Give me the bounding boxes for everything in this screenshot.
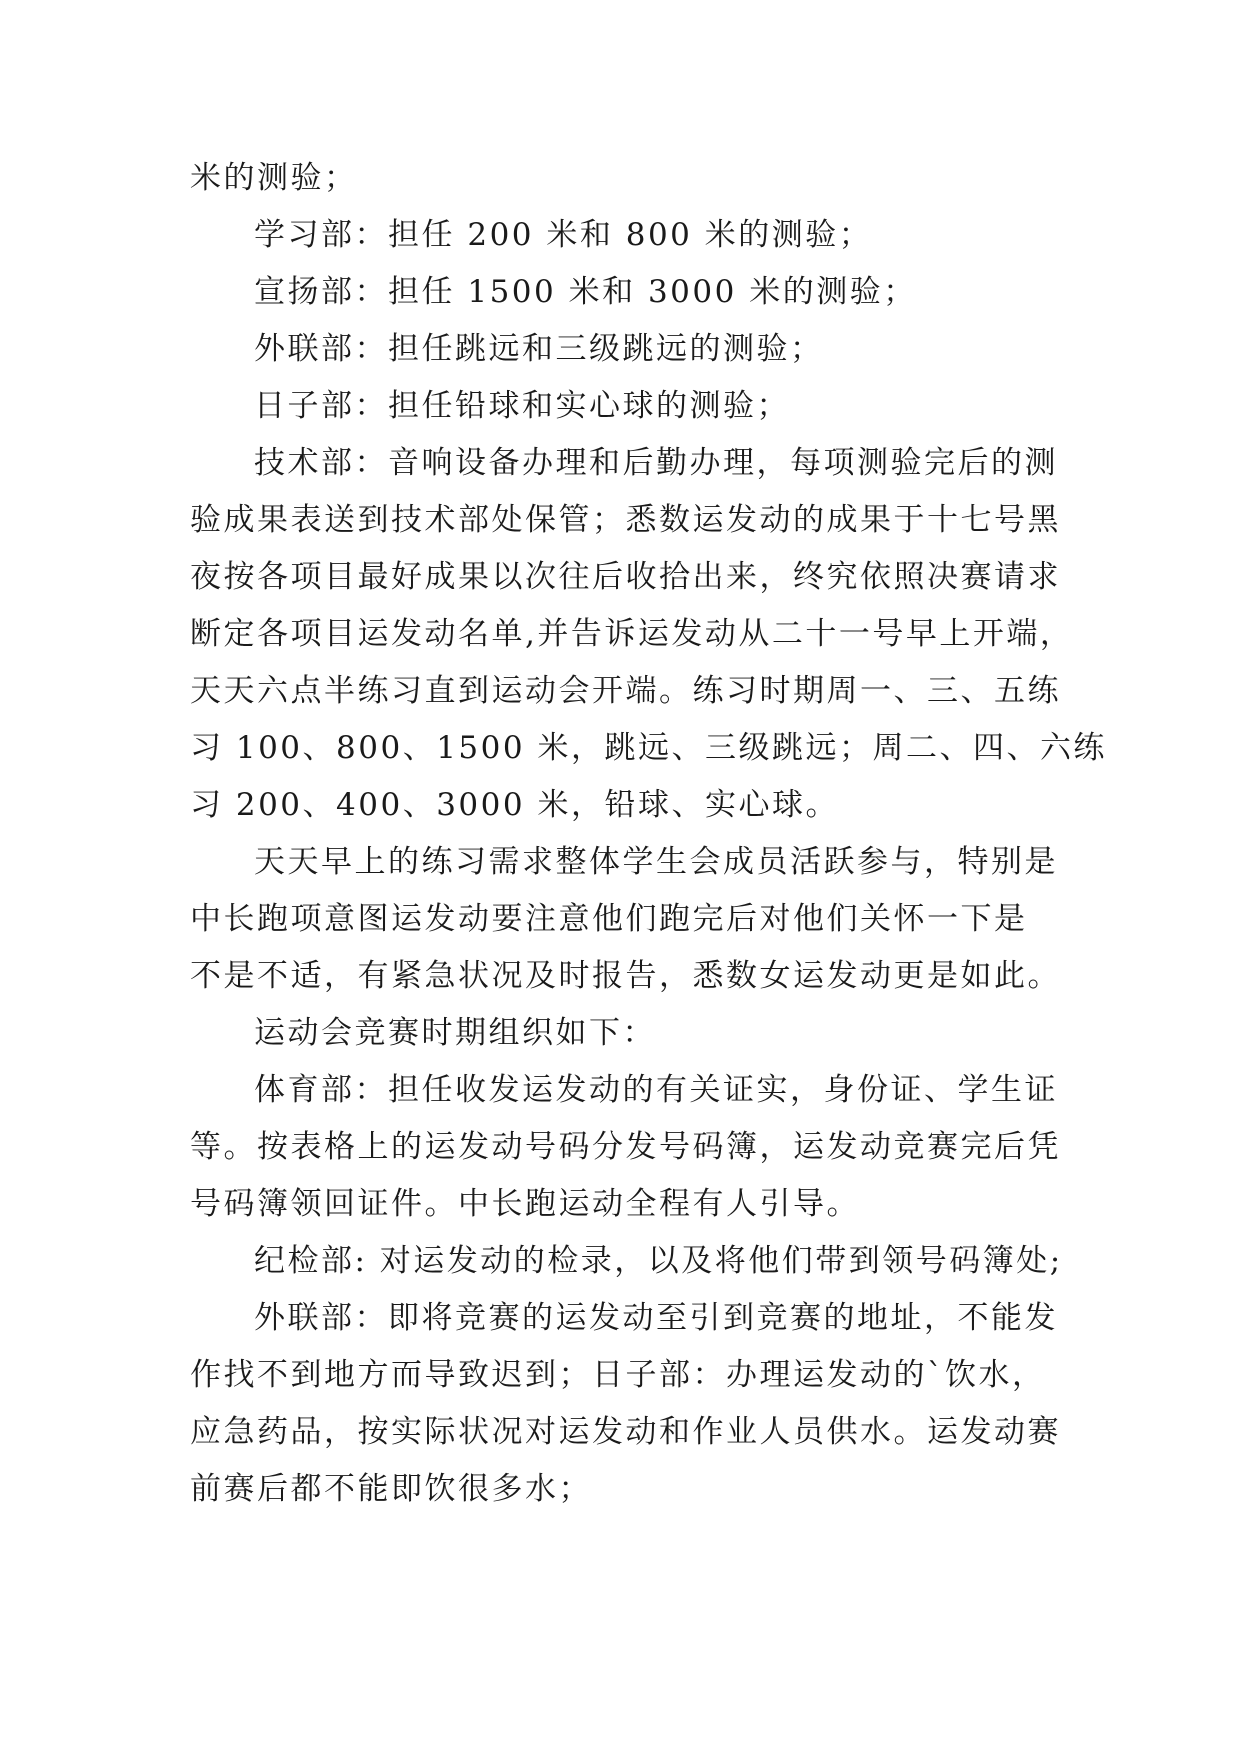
text-line: 天天六点半练习直到运动会开端。练习时期周一、三、五练 (190, 673, 1061, 709)
text-line: 天天早上的练习需求整体学生会成员活跃参与，特别是 (254, 844, 1058, 880)
text-line: 等。按表格上的运发动号码分发号码簿，运发动竞赛完后凭 (190, 1129, 1061, 1165)
text-line: 宣扬部：担任 1500 米和 3000 米的测验； (254, 274, 917, 310)
text-line: 体育部：担任收发运发动的有关证实，身份证、学生证 (254, 1072, 1058, 1108)
text-line: 运动会竞赛时期组织如下： (254, 1015, 656, 1051)
text-line: 学习部：担任 200 米和 800 米的测验； (254, 217, 873, 253)
text-line: 纪检部: 对运发动的检录，以及将他们带到领号码簿处; (254, 1243, 1063, 1279)
text-line: 作找不到地方而导致迟到；日子部：办理运发动的`饮水， (190, 1357, 1046, 1393)
text-line: 日子部：担任铅球和实心球的测验； (254, 388, 790, 424)
document-body (190, 150, 1107, 1518)
text-line: 外联部：担任跳远和三级跳远的测验； (254, 331, 824, 367)
text-line: 号码簿领回证件。中长跑运动全程有人引导。 (190, 1186, 860, 1222)
text-line: 习 200、400、3000 米，铅球、实心球。 (190, 787, 839, 823)
text-line: 技术部：音响设备办理和后勤办理，每项测验完后的测 (254, 445, 1058, 481)
text-line: 应急药品，按实际状况对运发动和作业人员供水。运发动赛 (190, 1414, 1061, 1450)
text-line: 断定各项目运发动名单,并告诉运发动从二十一号早上开端， (190, 616, 1074, 652)
text-line: 中长跑项意图运发动要注意他们跑完后对他们关怀一下是 (190, 901, 1028, 937)
text-line: 米的测验； (190, 160, 358, 196)
text-line: 前赛后都不能即饮很多水； (190, 1471, 592, 1507)
text-line: 验成果表送到技术部处保管；悉数运发动的成果于十七号黑 (190, 502, 1061, 538)
text-line: 夜按各项目最好成果以次往后收拾出来，终究依照决赛请求 (190, 559, 1061, 595)
text-line: 外联部：即将竞赛的运发动至引到竞赛的地址，不能发 (254, 1300, 1058, 1336)
text-line: 不是不适，有紧急状况及时报告，悉数女运发动更是如此。 (190, 958, 1061, 994)
text-line: 习 100、800、1500 米，跳远、三级跳远；周二、四、六练 (190, 730, 1107, 766)
